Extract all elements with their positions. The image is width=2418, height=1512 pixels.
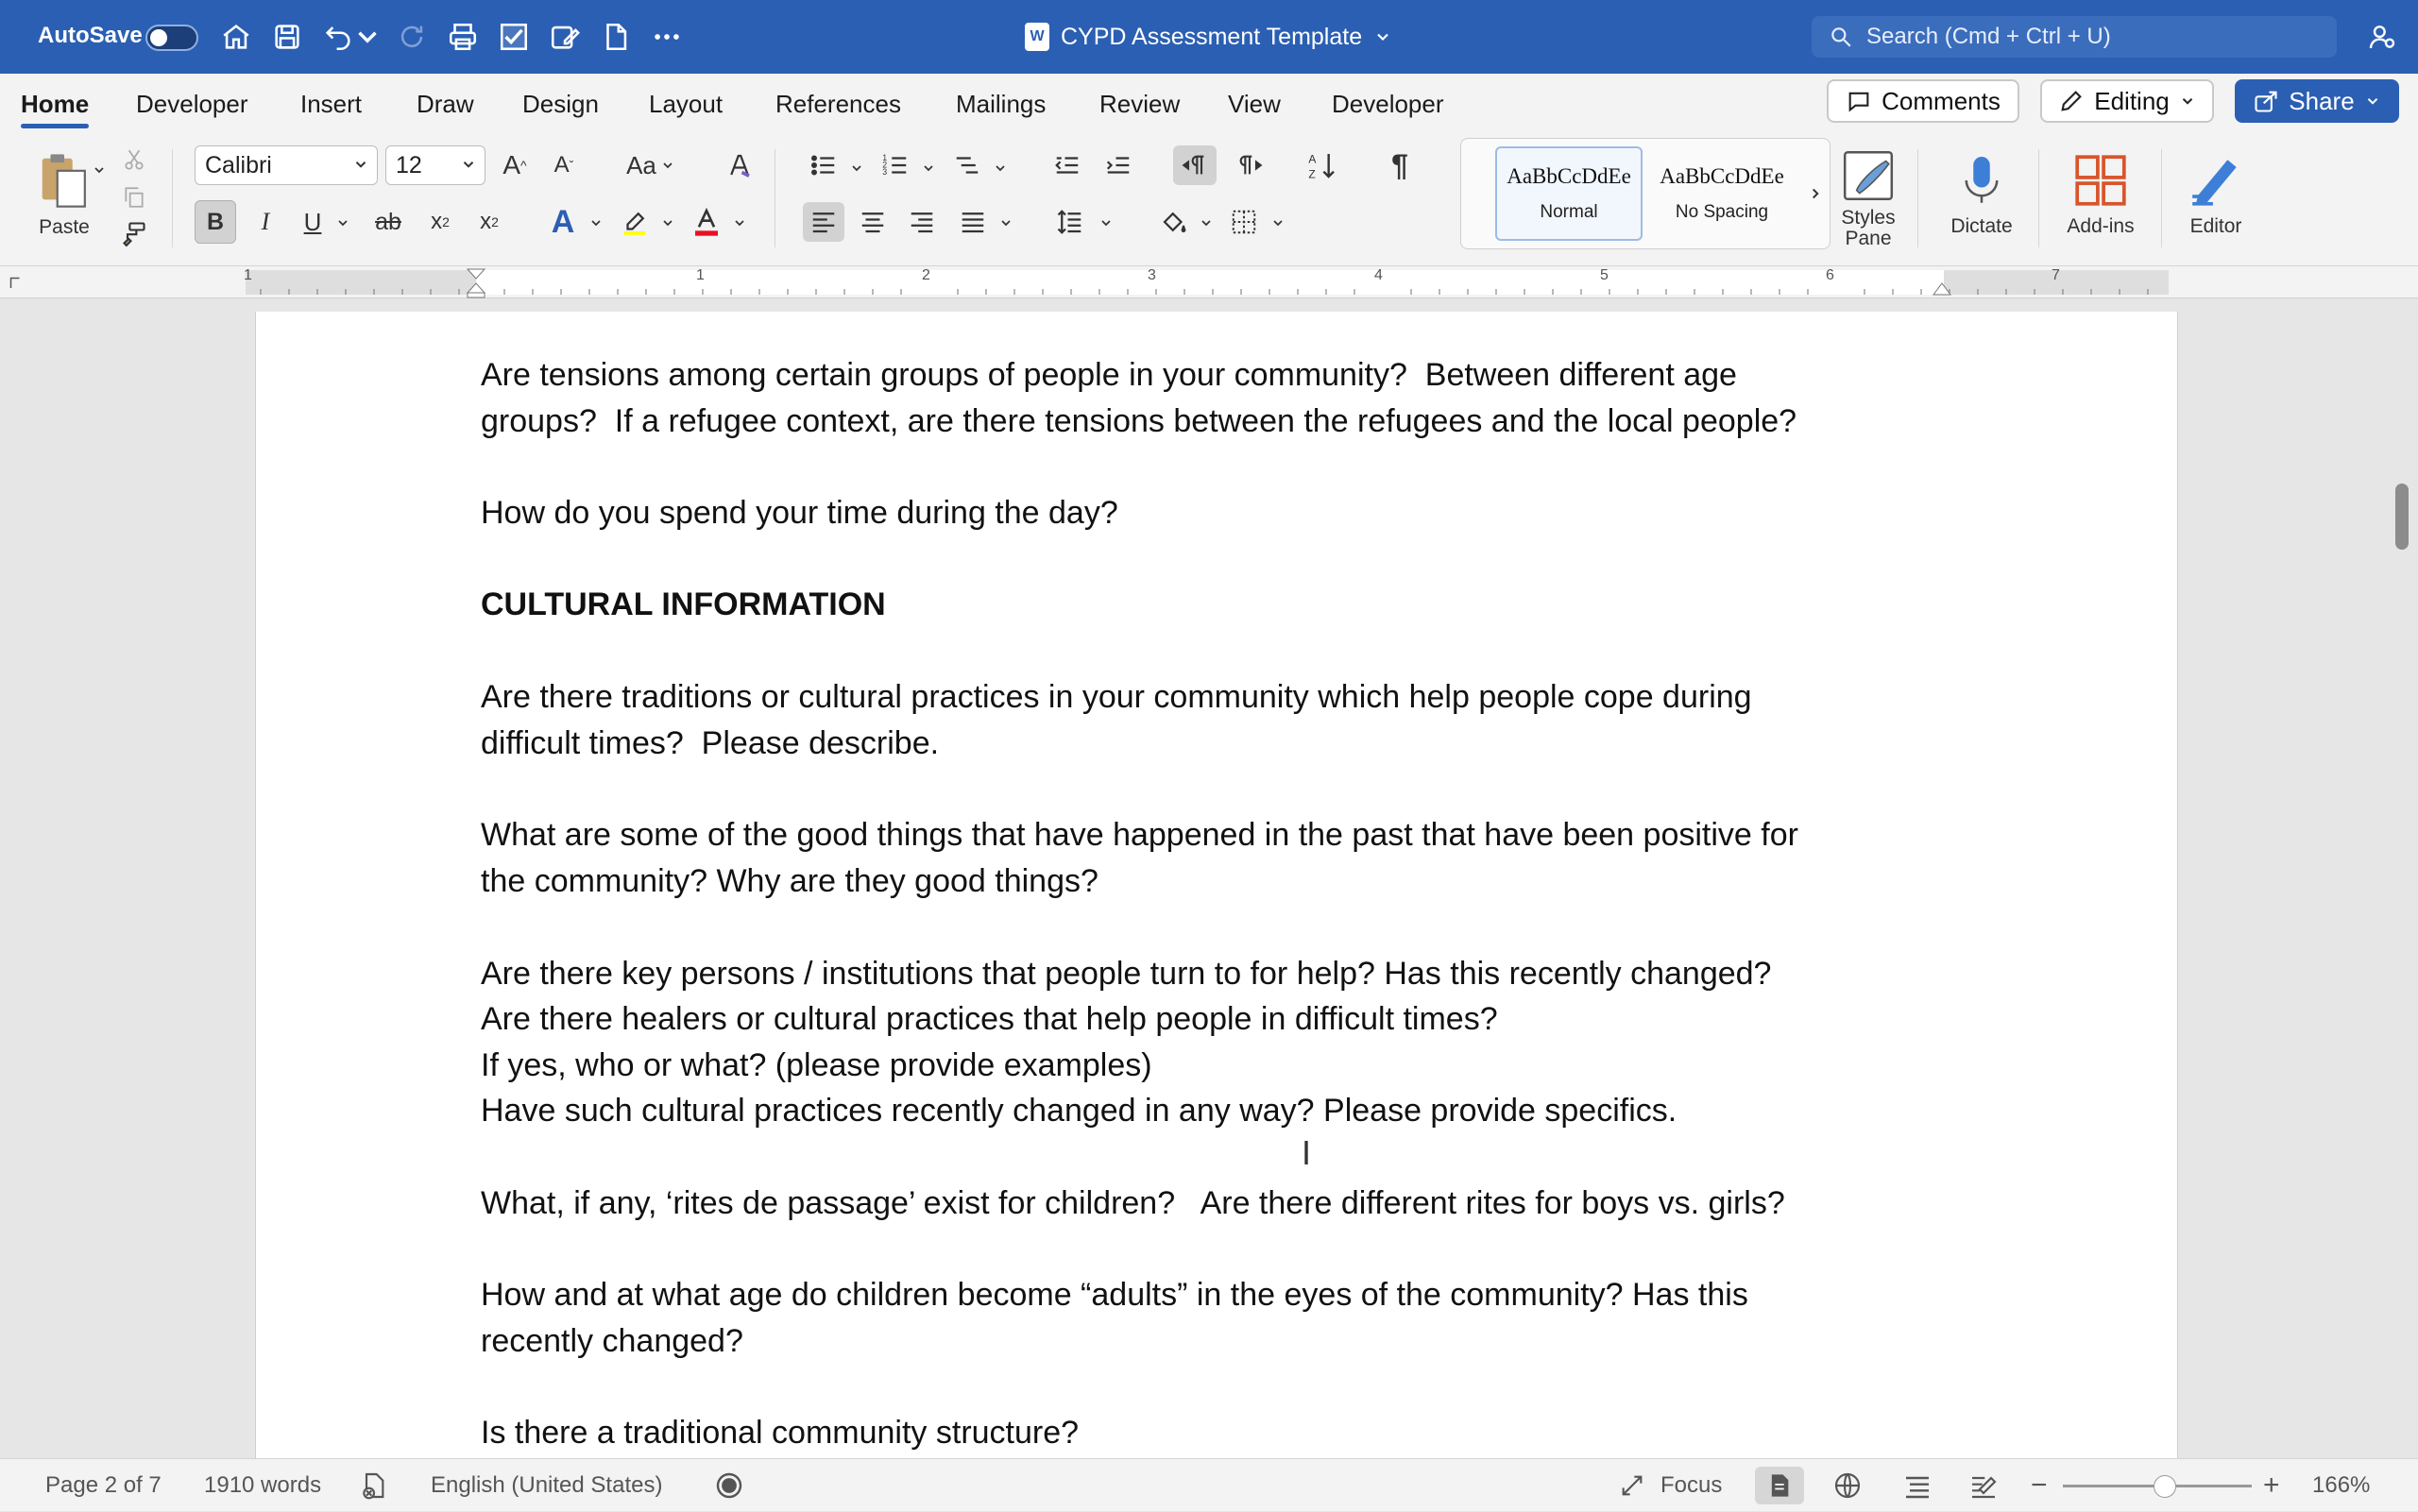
zoom-out-button[interactable]: − (2031, 1470, 2048, 1501)
tab-insert[interactable]: Insert (300, 89, 363, 118)
tab-selector-icon[interactable] (4, 270, 26, 295)
svg-text:1: 1 (882, 153, 888, 162)
add-ins-button[interactable]: Add-ins (2055, 142, 2146, 247)
comments-button[interactable]: Comments (1827, 79, 2019, 123)
document-title[interactable] (1025, 16, 1392, 58)
ltr-paragraph-icon[interactable] (1173, 145, 1217, 185)
ruler-number: 6 (1826, 267, 1834, 283)
web-layout-view-icon[interactable] (1832, 1459, 1863, 1512)
focus-mode-button[interactable]: Focus (1619, 1459, 1722, 1512)
multilevel-list-icon[interactable] (948, 147, 986, 183)
tab-home[interactable]: Home (21, 83, 89, 125)
strikethrough-button[interactable]: ab (375, 208, 401, 235)
word-count[interactable]: 1910 words (204, 1472, 322, 1498)
title-chevron-down-icon (1373, 27, 1392, 46)
undo-dropdown-chevron-down-icon[interactable] (357, 16, 378, 58)
paragraph-line: the community? Why are they good things? (481, 863, 1098, 899)
zoom-percentage[interactable]: 166% (2312, 1472, 2371, 1498)
autosave-toggle[interactable] (145, 25, 198, 51)
paste-options-chevron-down-icon[interactable] (91, 161, 108, 179)
styles-more-chevron-right-icon[interactable] (1803, 177, 1828, 211)
word-doc-icon: W (1025, 23, 1049, 51)
align-right-icon[interactable] (903, 202, 941, 242)
document-title-text: CYPD Assessment Template (1061, 23, 1363, 50)
account-person-icon[interactable] (2361, 16, 2403, 58)
paragraph-line: Are tensions among certain groups of people in your community? Between different age (481, 357, 1737, 393)
tab-references[interactable]: References (775, 89, 901, 118)
status-bar (0, 1458, 2418, 1511)
increase-indent-icon[interactable] (1099, 147, 1137, 183)
paragraph-line: What are some of the good things that have happened in the past that have been positive for (481, 817, 1798, 853)
edit-document-icon[interactable] (544, 16, 586, 58)
page-count[interactable]: Page 2 of 7 (45, 1472, 162, 1498)
document-canvas[interactable] (42, 312, 2376, 1451)
svg-text:3: 3 (882, 167, 888, 177)
rtl-paragraph-icon[interactable] (1228, 145, 1271, 185)
share-icon (2253, 88, 2279, 114)
clear-formatting-icon[interactable] (722, 147, 758, 183)
style-no-spacing[interactable]: AaBbCcDdEe No Spacing (1660, 164, 1784, 222)
ruler-number: 5 (1600, 267, 1609, 283)
borders-icon[interactable] (1224, 202, 1264, 242)
copy-icon[interactable] (117, 181, 151, 213)
cut-icon[interactable] (117, 144, 151, 176)
paragraph-line: difficult times? Please describe. (481, 725, 940, 761)
paragraph-line: What, if any, ‘rites de passage’ exist for children? Are there different rites for boys vs. girls? (481, 1185, 1785, 1221)
style-normal[interactable]: AaBbCcDdEe Normal (1495, 146, 1643, 241)
paragraph-line: Have such cultural practices recently changed in any way? Please provide specifics. (481, 1093, 1677, 1129)
paragraph-line: Are there traditions or cultural practices in your community which help people cope during (481, 679, 1752, 715)
proofing-status-icon[interactable] (359, 1459, 389, 1512)
new-document-icon[interactable] (595, 16, 637, 58)
underline-options-chevron-down-icon[interactable] (334, 213, 351, 232)
chevron-down-icon (2364, 93, 2381, 110)
more-options-icon[interactable] (646, 16, 688, 58)
align-center-icon[interactable] (854, 202, 892, 242)
ruler-number: 7 (2052, 267, 2060, 283)
ruler-number: 4 (1374, 267, 1383, 283)
comment-icon (1846, 88, 1872, 114)
chevron-down-icon (352, 156, 369, 173)
print-icon[interactable] (442, 16, 484, 58)
paragraph-line: groups? If a refugee context, are there tensions between the refugees and the local people? (481, 403, 1797, 439)
add-ins-grid-icon (2071, 151, 2130, 210)
print-layout-view-icon[interactable] (1755, 1467, 1804, 1504)
text-cursor-ibeam-icon: I (1302, 1133, 1312, 1172)
redo-icon[interactable] (391, 16, 433, 58)
ruler-number: 3 (1148, 267, 1156, 283)
paragraph-line: If yes, who or what? (please provide examples) (481, 1047, 1152, 1083)
pencil-icon (2058, 88, 2085, 114)
sort-icon[interactable] (1302, 145, 1343, 185)
language-indicator[interactable]: English (United States) (431, 1472, 663, 1498)
font-color-icon[interactable] (688, 200, 725, 244)
tab-developer-2[interactable]: Developer (1332, 89, 1444, 118)
chevron-down-icon (460, 156, 477, 173)
paste-button[interactable]: Paste (21, 142, 108, 247)
shrink-font-icon[interactable]: A ˇ (553, 152, 574, 178)
bold-button[interactable]: B (195, 200, 236, 244)
ruler-number: 1 (696, 267, 705, 283)
paragraph-line: Are there healers or cultural practices that help people in difficult times? (481, 1001, 1498, 1037)
text-effects-icon[interactable]: A (551, 203, 575, 240)
tab-developer[interactable]: Developer (136, 89, 248, 118)
tab-view[interactable]: View (1228, 89, 1281, 118)
bullets-chevron-down-icon[interactable] (848, 159, 865, 178)
autosave-label: AutoSave (38, 23, 143, 48)
show-formatting-marks-icon[interactable]: ¶ (1391, 147, 1408, 182)
horizontal-ruler (0, 266, 2418, 298)
grow-font-icon[interactable]: A ^ (502, 150, 527, 179)
ruler-number: 1 (244, 267, 252, 283)
paragraph-line: How do you spend your time during the day? (481, 495, 1118, 531)
svg-text:A: A (1308, 152, 1317, 166)
paragraph-line: Are there key persons / institutions that people turn to for help? Has this recently changed? (481, 956, 1772, 992)
outline-view-icon[interactable] (1902, 1459, 1933, 1512)
save-icon[interactable] (266, 16, 308, 58)
paragraph-line: recently changed? (481, 1323, 743, 1359)
tab-design[interactable]: Design (522, 89, 599, 118)
tab-mailings[interactable]: Mailings (956, 89, 1047, 118)
change-case-button[interactable]: Aa (620, 147, 682, 183)
title-bar (0, 0, 2418, 74)
ruler-ticks (246, 270, 2169, 295)
justify-icon[interactable] (954, 202, 992, 242)
borders-chevron-down-icon[interactable] (1269, 213, 1286, 232)
ruler-number: 2 (922, 267, 930, 283)
subscript-icon[interactable]: x 2 (431, 209, 450, 234)
microphone-icon (1958, 151, 2005, 210)
highlight-chevron-down-icon[interactable] (659, 213, 676, 232)
numbering-chevron-down-icon[interactable] (920, 159, 937, 178)
svg-text:2: 2 (882, 160, 888, 170)
styles-gallery (1460, 138, 1831, 249)
svg-text:Z: Z (1308, 167, 1316, 181)
focus-expand-icon (1619, 1472, 1645, 1499)
styles-pane-button[interactable]: Styles Pane (1832, 140, 1904, 257)
line-spacing-chevron-down-icon[interactable] (1098, 213, 1115, 232)
document-page[interactable] (255, 312, 2178, 1483)
shading-chevron-down-icon[interactable] (1198, 213, 1215, 232)
justify-chevron-down-icon[interactable] (997, 213, 1014, 232)
bullets-icon[interactable] (805, 147, 843, 183)
home-icon[interactable] (215, 16, 257, 58)
format-painter-icon[interactable] (117, 217, 151, 249)
dictate-button[interactable]: Dictate (1938, 142, 2025, 247)
font-name-select[interactable]: Calibri (195, 145, 378, 185)
checkbox-icon[interactable] (493, 16, 535, 58)
underline-button[interactable]: U (303, 207, 322, 236)
paragraph-line: Is there a traditional community structure? (481, 1415, 1080, 1451)
align-left-icon[interactable] (803, 202, 844, 242)
vertical-scrollbar-thumb[interactable] (2395, 484, 2409, 550)
line-spacing-icon[interactable] (1050, 202, 1090, 242)
multilevel-chevron-down-icon[interactable] (992, 159, 1009, 178)
tab-layout[interactable]: Layout (649, 89, 724, 118)
numbering-icon[interactable] (877, 147, 914, 183)
font-size-select[interactable]: 12 (385, 145, 485, 185)
zoom-in-button[interactable]: + (2263, 1470, 2280, 1501)
accessibility-icon[interactable] (714, 1459, 744, 1512)
tab-draw[interactable]: Draw (417, 89, 474, 118)
search-placeholder: Search (Cmd + Ctrl + U) (1866, 24, 2111, 49)
chevron-down-icon (660, 158, 675, 173)
editing-mode-button[interactable]: Editing (2040, 79, 2214, 123)
chevron-down-icon (2179, 93, 2196, 110)
text-effects-chevron-down-icon[interactable] (587, 213, 604, 232)
highlight-color-icon[interactable] (616, 200, 654, 244)
search-icon (1829, 25, 1853, 49)
zoom-slider-knob[interactable] (2154, 1475, 2176, 1498)
decrease-indent-icon[interactable] (1048, 147, 1086, 183)
draft-view-icon[interactable] (1968, 1459, 1999, 1512)
font-color-chevron-down-icon[interactable] (731, 213, 748, 232)
superscript-icon[interactable]: x 2 (480, 209, 499, 234)
paragraph-line: How and at what age do children become “adults” in the eyes of the community? Has this (481, 1277, 1748, 1313)
shading-icon[interactable] (1154, 202, 1194, 242)
home-ribbon (0, 132, 2418, 266)
clipboard-paste-icon (36, 150, 93, 211)
section-heading: CULTURAL INFORMATION (481, 586, 886, 622)
editor-button[interactable]: Editor (2172, 142, 2259, 247)
editor-pen-icon (2187, 151, 2245, 210)
styles-pane-icon (1839, 146, 1898, 205)
right-indent-marker-icon[interactable] (1933, 280, 1951, 297)
indent-marker-icon[interactable] (467, 268, 485, 298)
tab-review[interactable]: Review (1099, 89, 1181, 118)
search-input[interactable] (1812, 16, 2337, 58)
italic-button[interactable]: I (261, 208, 270, 235)
share-button[interactable]: Share (2235, 79, 2399, 123)
